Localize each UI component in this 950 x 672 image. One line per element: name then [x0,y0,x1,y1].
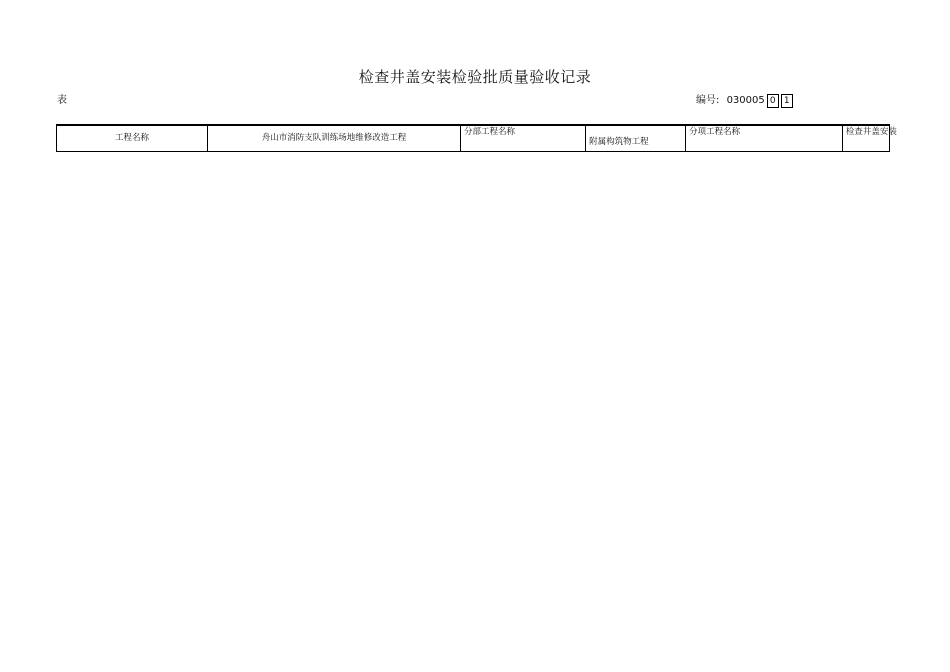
record-number-label: 编号: [696,95,720,106]
project-name-label: 工程名称 [57,125,208,151]
record-number [696,91,793,108]
record-number-box-1: 0 [767,94,779,108]
table-row [57,125,890,151]
table-prefix: 表 [57,95,67,106]
sub-project-value-text: 附属构筑物工程 [589,137,649,148]
sub-project-label-text: 分部工程名称 [464,127,516,138]
record-number-value: 030005 [726,95,765,106]
item-project-label [686,125,843,151]
inspection-record-table [56,124,897,152]
sub-project-value [586,125,686,151]
project-name-value: 舟山市消防支队训练场地维修改造工程 [208,125,461,151]
item-project-label-text: 分项工程名称 [689,127,741,138]
document-title: 检查井盖安装检验批质量验收记录 [358,68,592,86]
record-number-box-2: 1 [781,94,793,108]
item-project-value [842,125,897,151]
item-project-value-text: 检查井盖安装 [845,127,897,138]
sub-project-label [461,125,586,151]
